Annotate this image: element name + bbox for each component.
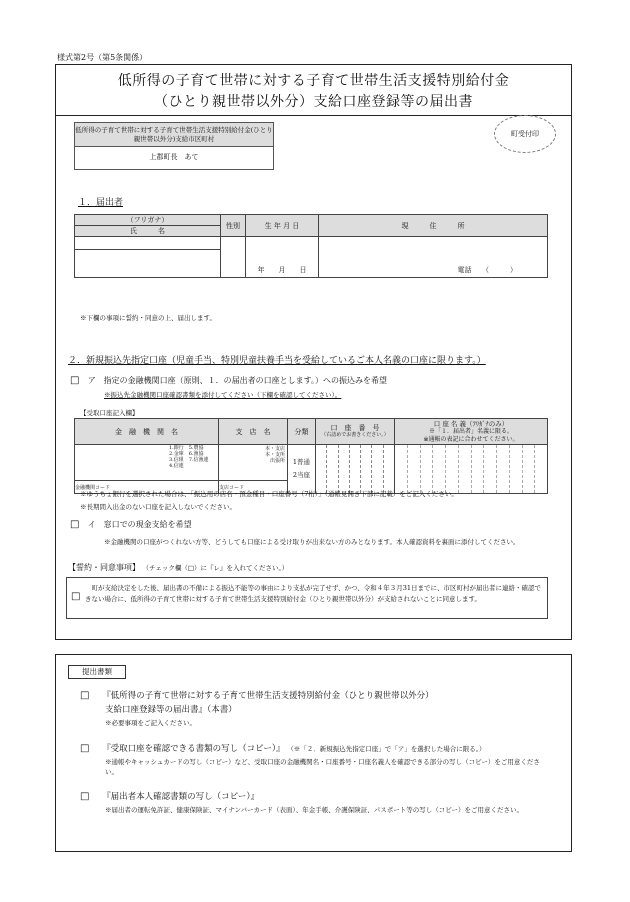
option-a-row bbox=[70, 375, 387, 386]
furigana-header: （フリガナ） bbox=[75, 215, 221, 226]
option-i-checkbox[interactable]: □ bbox=[70, 519, 80, 530]
account-number-header bbox=[316, 419, 395, 445]
applicant-table bbox=[74, 214, 548, 278]
doc-item2-checkbox[interactable]: □ bbox=[80, 743, 90, 754]
account-type-options[interactable]: 1普通 2当座 bbox=[288, 445, 316, 494]
doc-item2-condition: （※「２．新規振込先指定口座」で「ア」を選択した場合に限る。） bbox=[287, 745, 486, 753]
furigana-input[interactable] bbox=[75, 237, 221, 250]
long-unused-note: ※長期間入出金のない口座を記入しないでください。 bbox=[80, 503, 236, 511]
account-number-subtitle: （右詰めでお書きください。） bbox=[321, 431, 389, 438]
doc-item1-note: ※必要事項をご記入ください。 bbox=[105, 719, 196, 727]
bank-name-header: 金 融 機 関 名 bbox=[75, 419, 219, 445]
holder-chars bbox=[395, 445, 547, 493]
doc-item1-line2: 支給口座登録等の届出書』（本書） bbox=[105, 705, 237, 715]
bank-code-input[interactable]: 金融機関コード bbox=[75, 481, 219, 494]
branch-name-input[interactable] bbox=[219, 445, 288, 481]
reception-stamp-area: 町受付印 bbox=[494, 115, 556, 153]
documents-tag: 提出書類 bbox=[68, 665, 126, 679]
doc-item1 bbox=[80, 689, 434, 701]
branch-code-input[interactable]: 支店コード bbox=[219, 481, 288, 494]
form-title-line1: 低所得の子育て世帯に対する子育て世帯生活支援特別給付金 bbox=[117, 73, 510, 89]
account-number-input[interactable] bbox=[316, 445, 395, 494]
option-i-label: イ 窓口での現金支給を希望 bbox=[87, 520, 192, 529]
pledge-label: 【誓約・同意事項】 bbox=[68, 563, 140, 572]
yucho-note: ※ゆうちょ銀行を選択された場合は、「振込用の店名・預金種目・口座番号（7桁）」（通帳見開き下部に記載）をご記入ください。 bbox=[80, 490, 458, 498]
name-header: 氏 名 bbox=[75, 226, 221, 237]
doc-item3 bbox=[80, 790, 259, 802]
pledge-text: 町が支給決定をした後、届出書の不備による振込不能等の事由により支払が完了せず、かつ、令和４年３月31日までに、市区町村が届出者に連絡・確認できない場合に、低所得の子育て世帯に対する子育て世帯生活支援特別給付金（ひとり親世帯以外分）が支給されないことに同意します。 bbox=[85, 584, 541, 603]
option-i-row bbox=[70, 519, 192, 530]
bank-name-input[interactable] bbox=[75, 445, 219, 481]
option-a-label: ア 指定の金融機関口座（原則、１．の届出者の口座とします。）への振込みを希望 bbox=[87, 376, 388, 385]
doc-item2-note: ※通帳やキャッシュカードの写し（コピー）など、受取口座の金融機関名・口座番号・口座名義人を確認できる部分の写し（コピー）をご用意ください。 bbox=[105, 758, 540, 776]
gender-input[interactable] bbox=[221, 237, 246, 278]
recipient-box bbox=[74, 122, 274, 170]
branch-name-header: 支 店 名 bbox=[219, 419, 288, 445]
bank-type-options: 1.銀行 5.農協 2.金庫 6.漁協 3.信組 7.信漁連 4.信連 bbox=[169, 445, 209, 469]
account-number-digits bbox=[316, 445, 394, 493]
section1-heading: １．届出者 bbox=[78, 198, 124, 208]
account-type-header: 分類 bbox=[288, 419, 316, 445]
pledge-heading bbox=[68, 562, 288, 573]
section2-heading: ２．新規振込先指定口座（児童手当、特別児童扶養手当を受給しているご本人名義の口座に限ります。） bbox=[68, 356, 486, 366]
form-title-line2: （ひとり親世帯以外分）支給口座登録等の届出書 bbox=[154, 94, 473, 110]
holder-title: 口 座 名 義（ﾌﾘｶﾞﾅのみ） bbox=[433, 420, 509, 428]
bank-section-label: 【受取口座記入欄】 bbox=[80, 409, 139, 417]
holder-header bbox=[395, 419, 548, 445]
pledge-checkbox[interactable]: □ bbox=[71, 591, 81, 602]
doc-item3-checkbox[interactable]: □ bbox=[80, 791, 90, 802]
option-a-checkbox[interactable]: □ bbox=[70, 375, 80, 386]
bank-account-table bbox=[74, 418, 548, 494]
doc-item1-line1: 『低所得の子育て世帯に対する子育て世帯生活支援特別給付金（ひとり親世帯以外分） bbox=[102, 691, 434, 701]
holder-input[interactable] bbox=[395, 445, 548, 494]
pledge-instruction: （チェック欄（□）に『レ』を入れてください。） bbox=[142, 564, 289, 572]
holder-note: ※「１．届出者」名義に限る。 ※通帳の表記に合わせてください。 bbox=[423, 428, 519, 443]
gender-header: 性別 bbox=[221, 215, 246, 237]
doc-item2 bbox=[80, 742, 486, 754]
form-title-area bbox=[55, 64, 572, 116]
doc-item3-note: ※届出者の運転免許証、健康保険証、マイナンバーカード（表面）、年金手帳、介護保険証、パスポート等の写し（コピー）をご用意ください。 bbox=[105, 806, 523, 814]
recipient-to: 上郡町長 あて bbox=[149, 153, 199, 161]
name-input[interactable] bbox=[75, 250, 221, 278]
agree-note: ※下欄の事項に誓約・同意の上、届出します。 bbox=[80, 314, 216, 322]
form-number: 様式第2号（第5条関係） bbox=[57, 53, 148, 62]
address-input[interactable]: 電話 （ ） bbox=[319, 237, 548, 278]
account-number-title: 口 座 番 号 bbox=[330, 423, 380, 432]
dob-header: 生 年 月 日 bbox=[246, 215, 319, 237]
recipient-header: 低所得の子育て世帯に対する子育て世帯生活支援特別給付金(ひとり親世帯以外分)支給市区町村 bbox=[75, 123, 273, 147]
doc-item1-checkbox[interactable]: □ bbox=[80, 690, 90, 701]
dob-input[interactable]: 年 月 日 bbox=[246, 237, 319, 278]
doc-item2-label: 『受取口座を確認できる書類の写し（コピー）』 bbox=[102, 744, 285, 754]
option-i-note: ※金融機関の口座がつくれない方等、どうしても口座による受け取りが出来ない方のみとなります。本人確認資料を裏面に添付してください。 bbox=[104, 538, 520, 546]
pledge-box bbox=[66, 577, 548, 619]
branch-type-options: 本・支店 本・支所 出張所 bbox=[264, 446, 285, 464]
option-a-note: ※振込先金融機関口座確認書類を添付してください（下欄を確認してください）。 bbox=[104, 391, 342, 399]
address-header: 現 住 所 bbox=[319, 215, 548, 237]
doc-item3-label: 『届出者本人確認書類の写し（コピー）』 bbox=[102, 792, 260, 802]
